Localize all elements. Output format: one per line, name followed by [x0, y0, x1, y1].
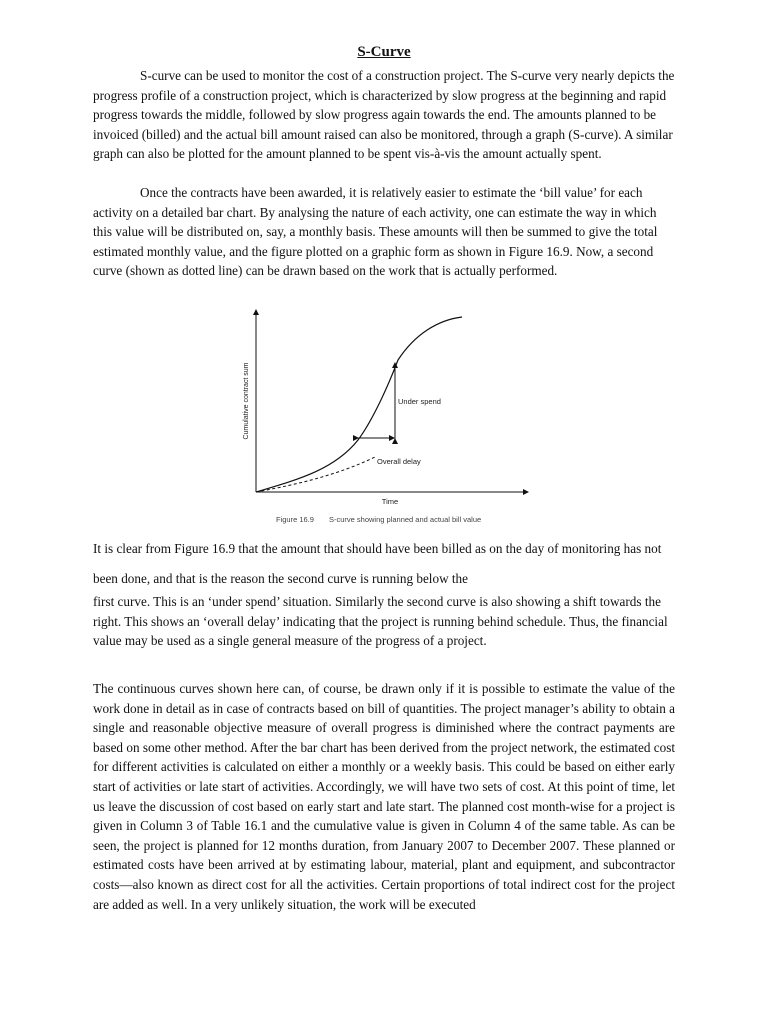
page-title: S-Curve	[357, 44, 411, 60]
under-spend-label: Under spend	[398, 397, 441, 406]
overall-delay-label: Overall delay	[377, 457, 421, 466]
y-axis-label: Cumulative contract sum	[243, 362, 250, 440]
figure-caption-text: S-curve showing planned and actual bill value	[329, 515, 482, 524]
s-curve-diagram	[230, 304, 540, 528]
paragraph-intro: S-curve can be used to monitor the cost of a construction project. The S-curve very nearly depicts the progress profile of a construction project, which is characterized by slow progress at the beginning and rapid progress towards the middle, followed by slow progress again towards the end. The amounts planned to be invoiced (billed) and the actual bill amount raised can also be monitored, through a graph (S-curve). A similar graph can also be plotted for the amount planned to be spent vis-à-vis the amount actually spent.	[93, 68, 675, 162]
paragraph-under-spend: first curve. This is an ‘under spend’ situation. Similarly the second curve is also showing a shift towards the right. This shows an ‘overall delay’ indicating that the project is running behind schedule. Thus, the financial value may be used as a single general measure of the progress of a project.	[93, 594, 668, 649]
s-curve-figure	[230, 304, 540, 528]
paragraph-continuous-curves: The continuous curves shown here can, of course, be drawn only if it is possible to estimate the value of the work done in detail as in case of contracts based on bill of quantities. The project manager’s ability to obtain a single and reasonable objective measure of overall progress is diminished where the contract payments are based on some other method. After the bar chart has been derived from the project network, the estimated cost for different activities is calculated on either a monthly or a weekly basis. This could be based on either early start of activities or late start of activities. Accordingly, we will have two sets of cost. At this point of time, let us leave the discussion of cost based on early start and late start. The planned cost month-wise for a project is given in Column 3 of Table 16.1 and the cumulative value is given in Column 4 of the same table. As can be seen, the project is planned for 12 months duration, from January 2007 to December 2007. These planned or estimated costs have been arrived at by estimating labour, material, plant and equipment, and subcontractor costs—also known as direct cost for all the activities. Certain proportions of total indirect cost for the project are added as well. In a very unlikely situation, the work will be executed	[93, 681, 675, 912]
paragraph-figure-explanation: It is clear from Figure 16.9 that the amount that should have been billed as on the day of monitoring has not been done, and that is the reason the second curve is running below the	[93, 541, 662, 586]
x-axis-label: Time	[381, 497, 399, 506]
figure-caption-number: Figure 16.9	[276, 515, 314, 524]
paragraph-bill-value: Once the contracts have been awarded, it is relatively easier to estimate the ‘bill value’ for each activity on a detailed bar chart. By analysing the nature of each activity, one can estimate the way in which this value will be distributed on, say, a monthly basis. These amounts will then be summed to give the total estimated monthly value, and the figure plotted on a graphic form as shown in Figure 16.9. Now, a second curve (shown as dotted line) can be drawn based on the work that is actually performed.	[93, 185, 658, 279]
